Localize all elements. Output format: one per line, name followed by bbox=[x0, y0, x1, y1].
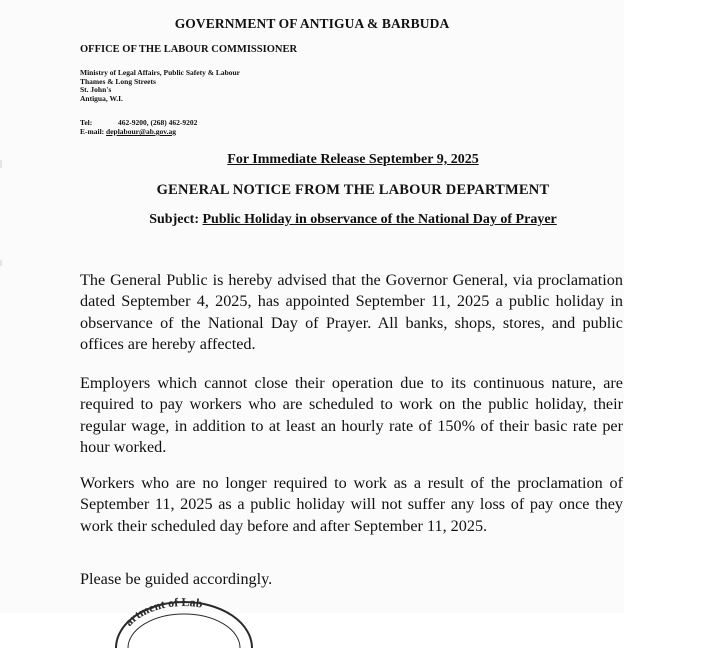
government-title: GOVERNMENT OF ANTIGUA & BARBUDA bbox=[174, 16, 450, 31]
address-line: St. John's bbox=[80, 85, 112, 95]
release-date-line: For Immediate Release September 9, 2025 bbox=[227, 152, 479, 167]
address-line: Ministry of Legal Affairs, Public Safety & Labour bbox=[80, 68, 240, 77]
department-stamp bbox=[108, 588, 258, 648]
address-line: Thames & Long Streets bbox=[80, 76, 156, 86]
closing-line: Please be guided accordingly. bbox=[80, 570, 273, 588]
svg-text:artment of Lab bbox=[122, 595, 204, 629]
body-paragraph: Employers which cannot close their operation due to its continuous nature, are required to pay workers who are scheduled to work on the public holiday, their regular wage, in addition to at least an hourly rate of 150% of their basic rate per hour worked. bbox=[80, 374, 623, 457]
subject-line bbox=[0, 212, 706, 228]
address-line: Antigua, W.I. bbox=[80, 93, 123, 103]
office-address bbox=[80, 69, 240, 103]
email-row bbox=[80, 127, 197, 136]
subject-label: Subject: bbox=[149, 212, 199, 227]
subject-text: Public Holiday in observance of the National Day of Prayer bbox=[202, 212, 557, 227]
scan-edge-mark bbox=[0, 0, 5, 613]
email-link[interactable]: deplabour@ab.gov.ag bbox=[106, 127, 176, 136]
body-paragraph: Workers who are no longer required to work as a result of the proclamation of September 11, 2025 as a public holiday will not suffer any loss of pay once they work their scheduled day before and after September 11, 2025. bbox=[80, 474, 623, 535]
office-title: OFFICE OF THE LABOUR COMMISSIONER bbox=[80, 44, 298, 55]
notice-heading: GENERAL NOTICE FROM THE LABOUR DEPARTMENT bbox=[156, 182, 550, 198]
telephone-label: Tel: bbox=[80, 118, 93, 127]
contact-block bbox=[80, 118, 197, 136]
body-paragraph: The General Public is hereby advised that the Governor General, via proclamation dated September 4, 2025, has appointed September 11, 2025 a public holiday in observance of the National Day of Prayer. All banks, shops, stores, and public offices are hereby affected. bbox=[80, 271, 623, 354]
email-label: E-mail: bbox=[80, 127, 105, 136]
stamp-text: artment of Lab bbox=[121, 594, 204, 629]
telephone-value: 462-9200, (268) 462-9202 bbox=[118, 118, 198, 127]
telephone-row bbox=[80, 118, 197, 127]
